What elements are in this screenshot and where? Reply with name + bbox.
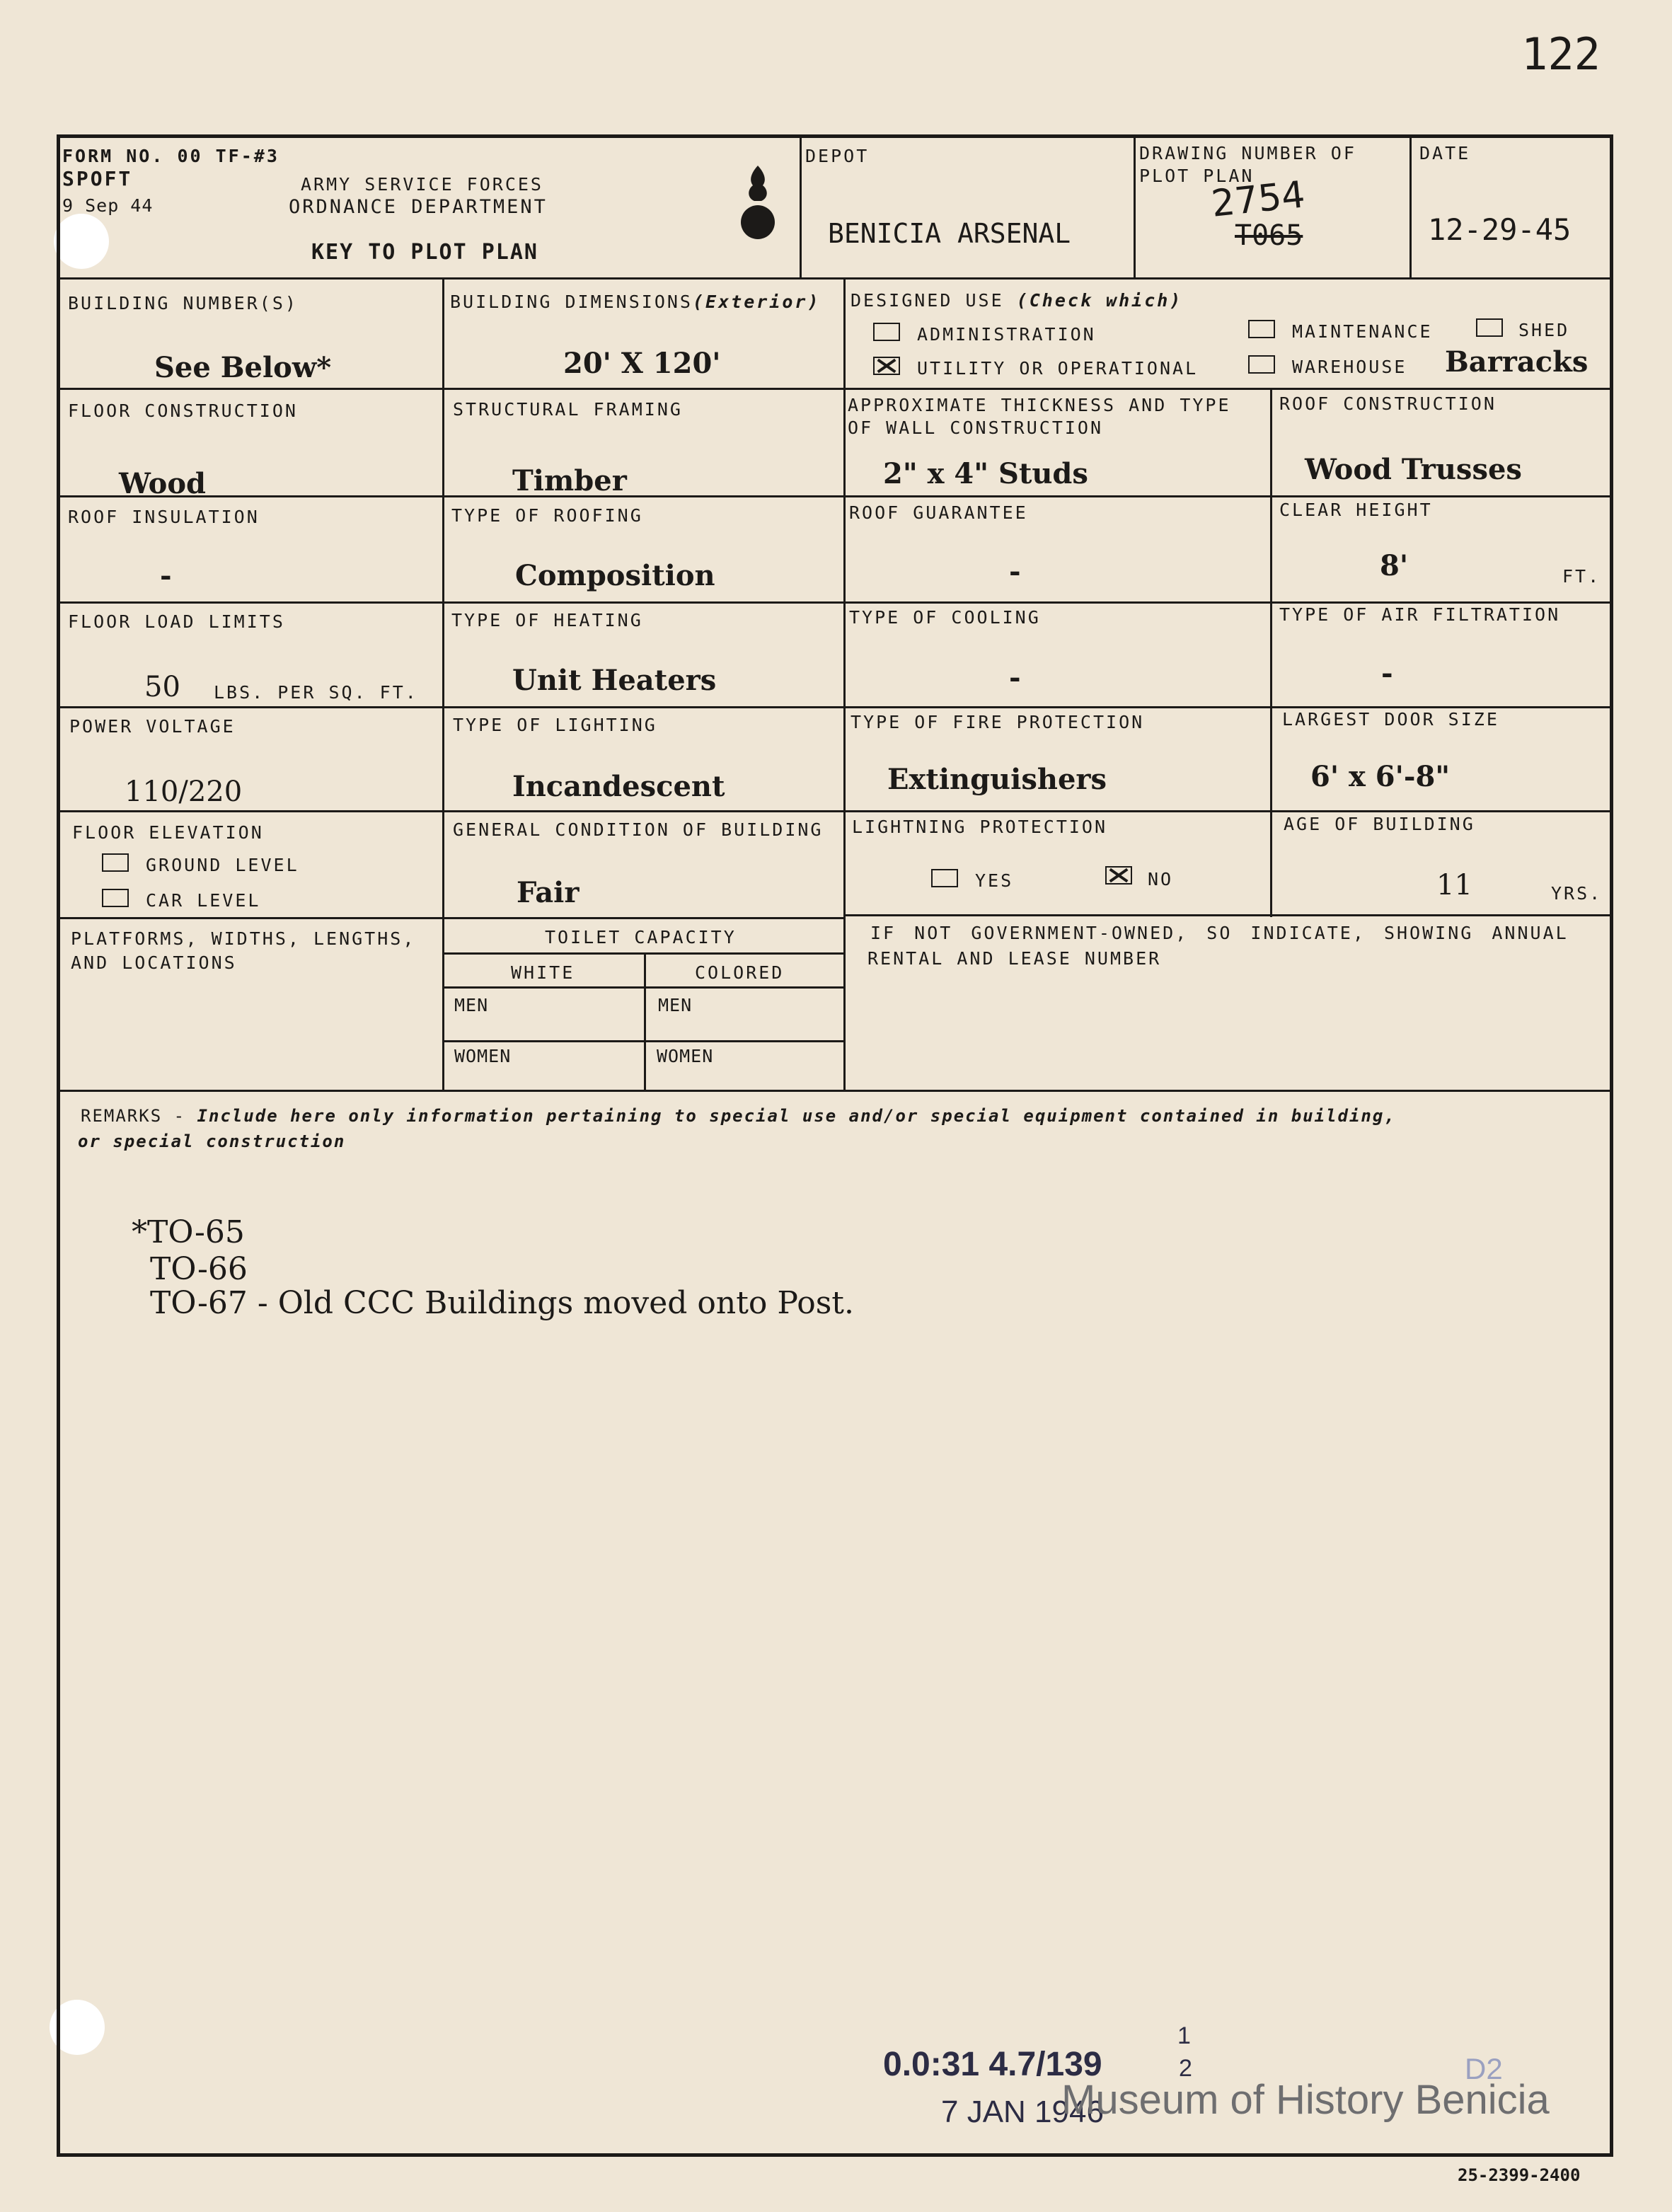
- administration-option: ADMINISTRATION: [917, 324, 1096, 345]
- fire-protection-label: TYPE OF FIRE PROTECTION: [851, 712, 1145, 732]
- lightning-no-option: NO: [1148, 869, 1174, 889]
- lightning-no-checkbox[interactable]: [1105, 866, 1132, 885]
- warehouse-checkbox[interactable]: [1248, 355, 1275, 374]
- remarks-label-text: REMARKS -: [81, 1106, 186, 1126]
- roofing-type-value: Composition: [515, 559, 715, 592]
- designed-use-label: [851, 289, 1182, 313]
- drawing-number-label-1: DRAWING NUMBER OF: [1139, 143, 1356, 163]
- structural-framing-label: STRUCTURAL FRAMING: [453, 399, 683, 420]
- dimensions-value: 20' X 120': [563, 347, 721, 380]
- car-level-option: CAR LEVEL: [146, 890, 261, 911]
- wall-construction-value: 2" x 4" Studs: [883, 457, 1088, 490]
- page-number: 122: [1521, 28, 1601, 80]
- floor-elevation-label: FLOOR ELEVATION: [72, 822, 264, 843]
- form-title: KEY TO PLOT PLAN: [311, 240, 538, 265]
- other-use-value: Barracks: [1445, 345, 1589, 379]
- floor-construction-value: Wood: [119, 467, 206, 500]
- heating-value: Unit Heaters: [512, 664, 717, 697]
- rule-row2-bottom: [57, 495, 1613, 497]
- date-label: DATE: [1419, 143, 1471, 163]
- rule-row6-bottom-left: [57, 917, 846, 919]
- air-filtration-value: -: [1381, 657, 1393, 690]
- roof-guarantee-label: ROOF GUARANTEE: [849, 502, 1028, 523]
- door-size-value: 6' x 6'-8": [1310, 760, 1451, 793]
- cooling-label: TYPE OF COOLING: [849, 607, 1041, 628]
- car-level-checkbox[interactable]: [102, 889, 129, 907]
- fire-protection-value: Extinguishers: [887, 763, 1107, 796]
- administration-checkbox[interactable]: [873, 323, 900, 341]
- stamp-fraction-denominator: 2: [1179, 2055, 1192, 2082]
- roof-insulation-label: ROOF INSULATION: [68, 507, 260, 527]
- designed-use-label-note: (Check which): [1016, 290, 1183, 311]
- remarks-label-note-1: Include here only information pertaining to special use and/or special equipment contained in building,: [197, 1106, 1396, 1126]
- remarks-label-note-2: or special construction: [78, 1131, 346, 1151]
- cooling-value: -: [1009, 661, 1021, 694]
- form-spoft: SPOFT: [62, 167, 133, 190]
- rule-toilet-split: [644, 952, 646, 1090]
- clear-height-label: CLEAR HEIGHT: [1279, 500, 1433, 520]
- age-value: 11: [1436, 869, 1472, 901]
- clear-height-value: 8': [1380, 549, 1409, 582]
- toilet-white-men: MEN: [454, 995, 489, 1015]
- remarks-line-3: TO-67 - Old CCC Buildings moved onto Post.: [150, 1285, 854, 1321]
- utility-option: UTILITY OR OPERATIONAL: [917, 358, 1199, 379]
- depot-value: BENICIA ARSENAL: [828, 218, 1071, 249]
- drawing-number-label-2: PLOT PLAN: [1139, 166, 1255, 186]
- condition-label: GENERAL CONDITION OF BUILDING: [453, 819, 824, 840]
- date-value: 12-29-45: [1428, 212, 1572, 247]
- roof-construction-label: ROOF CONSTRUCTION: [1279, 393, 1497, 414]
- platforms-label-2: AND LOCATIONS: [71, 952, 237, 973]
- drawing-number-handwritten: 2754: [1209, 173, 1308, 226]
- utility-checkbox[interactable]: [873, 357, 900, 375]
- form-date: 9 Sep 44: [62, 195, 154, 216]
- received-number-stamp: 0.0:31 4.7/139: [883, 2046, 1102, 2083]
- rule-col1: [442, 277, 444, 1090]
- building-numbers-value: See Below*: [154, 351, 332, 384]
- lighting-value: Incandescent: [512, 770, 725, 803]
- lightning-yes-checkbox[interactable]: [931, 869, 958, 887]
- building-numbers-label: BUILDING NUMBER(S): [68, 293, 298, 313]
- org-line-2: ORDNANCE DEPARTMENT: [289, 196, 548, 218]
- maintenance-option: MAINTENANCE: [1292, 321, 1433, 342]
- rule-col2: [843, 277, 846, 1090]
- toilet-white-label: WHITE: [511, 962, 575, 983]
- toilet-colored-men: MEN: [658, 995, 693, 1015]
- stamp-fraction-numerator: 1: [1177, 2022, 1191, 2049]
- org-line-1: ARMY SERVICE FORCES: [301, 174, 543, 195]
- rule-header-bottom: [57, 277, 1613, 280]
- roof-construction-value: Wood Trusses: [1305, 453, 1522, 486]
- power-voltage-value: 110/220: [125, 776, 243, 808]
- toilet-white-women: WOMEN: [454, 1046, 512, 1066]
- lighting-label: TYPE OF LIGHTING: [453, 715, 657, 735]
- power-voltage-label: POWER VOLTAGE: [69, 716, 236, 737]
- floor-load-label: FLOOR LOAD LIMITS: [68, 611, 285, 632]
- air-filtration-label: TYPE OF AIR FILTRATION: [1279, 604, 1561, 625]
- toilet-colored-label: COLORED: [695, 962, 785, 983]
- toilet-capacity-label: TOILET CAPACITY: [545, 927, 737, 947]
- shed-checkbox[interactable]: [1476, 318, 1503, 337]
- condition-value: Fair: [517, 876, 580, 909]
- form-code: 25-2399-2400: [1458, 2165, 1581, 2185]
- ordnance-bomb-icon: [739, 163, 777, 242]
- shed-option: SHED: [1518, 320, 1570, 340]
- wall-construction-label-1: APPROXIMATE THICKNESS AND TYPE: [848, 395, 1231, 415]
- rule-row1-bottom: [57, 388, 1613, 390]
- remarks-line-1: *TO-65: [132, 1214, 245, 1250]
- dimensions-label: [450, 290, 821, 314]
- rule-col3: [1270, 388, 1272, 917]
- structural-framing-value: Timber: [512, 464, 627, 497]
- floor-load-unit: LBS. PER SQ. FT.: [214, 682, 418, 703]
- form-number: FORM NO. 00 TF-#3: [62, 146, 279, 166]
- government-owned-label-1: IF NOT GOVERNMENT-OWNED, SO INDICATE, SHOWING ANNUAL: [870, 923, 1569, 943]
- drawing-number-struck: T065: [1235, 219, 1303, 252]
- depot-label: DEPOT: [805, 146, 870, 166]
- designed-use-label-text: DESIGNED USE: [851, 290, 1004, 311]
- government-owned-label-2: RENTAL AND LEASE NUMBER: [867, 948, 1162, 969]
- rule-header-v1: [800, 134, 802, 277]
- remarks-label: [81, 1104, 1396, 1128]
- ground-level-option: GROUND LEVEL: [146, 855, 299, 875]
- lightning-yes-option: YES: [975, 870, 1014, 891]
- floor-construction-label: FLOOR CONSTRUCTION: [68, 401, 298, 421]
- remarks-line-2: TO-66: [150, 1251, 248, 1287]
- wall-construction-label-2: OF WALL CONSTRUCTION: [848, 417, 1104, 438]
- lightning-protection-label: LIGHTNING PROTECTION: [852, 817, 1108, 837]
- rule-header-v3: [1409, 134, 1412, 277]
- toilet-colored-women: WOMEN: [657, 1046, 714, 1066]
- floor-load-value: 50: [144, 671, 180, 703]
- platforms-label-1: PLATFORMS, WIDTHS, LENGTHS,: [71, 928, 416, 949]
- dimensions-label-note: (Exterior): [692, 292, 821, 312]
- dimensions-label-text: BUILDING DIMENSIONS: [450, 292, 693, 312]
- roofing-type-label: TYPE OF ROOFING: [451, 505, 643, 526]
- clear-height-unit: FT.: [1562, 566, 1601, 587]
- museum-watermark: Museum of History Benicia: [1061, 2077, 1550, 2123]
- age-unit: YRS.: [1551, 883, 1603, 904]
- roof-guarantee-value: -: [1009, 555, 1021, 588]
- received-date-stamp: 7 JAN 1946: [941, 2095, 1104, 2129]
- heating-label: TYPE OF HEATING: [451, 610, 643, 630]
- rule-header-v2: [1134, 134, 1136, 277]
- rule-row6-bottom-right: [846, 914, 1613, 916]
- door-size-label: LARGEST DOOR SIZE: [1282, 709, 1499, 730]
- code-stamp: D2: [1465, 2052, 1503, 2085]
- ground-level-checkbox[interactable]: [102, 853, 129, 872]
- rule-row7-bottom: [57, 1090, 1613, 1092]
- roof-insulation-value: -: [160, 559, 172, 592]
- maintenance-checkbox[interactable]: [1248, 320, 1275, 338]
- warehouse-option: WAREHOUSE: [1292, 357, 1407, 377]
- age-label: AGE OF BUILDING: [1284, 814, 1475, 834]
